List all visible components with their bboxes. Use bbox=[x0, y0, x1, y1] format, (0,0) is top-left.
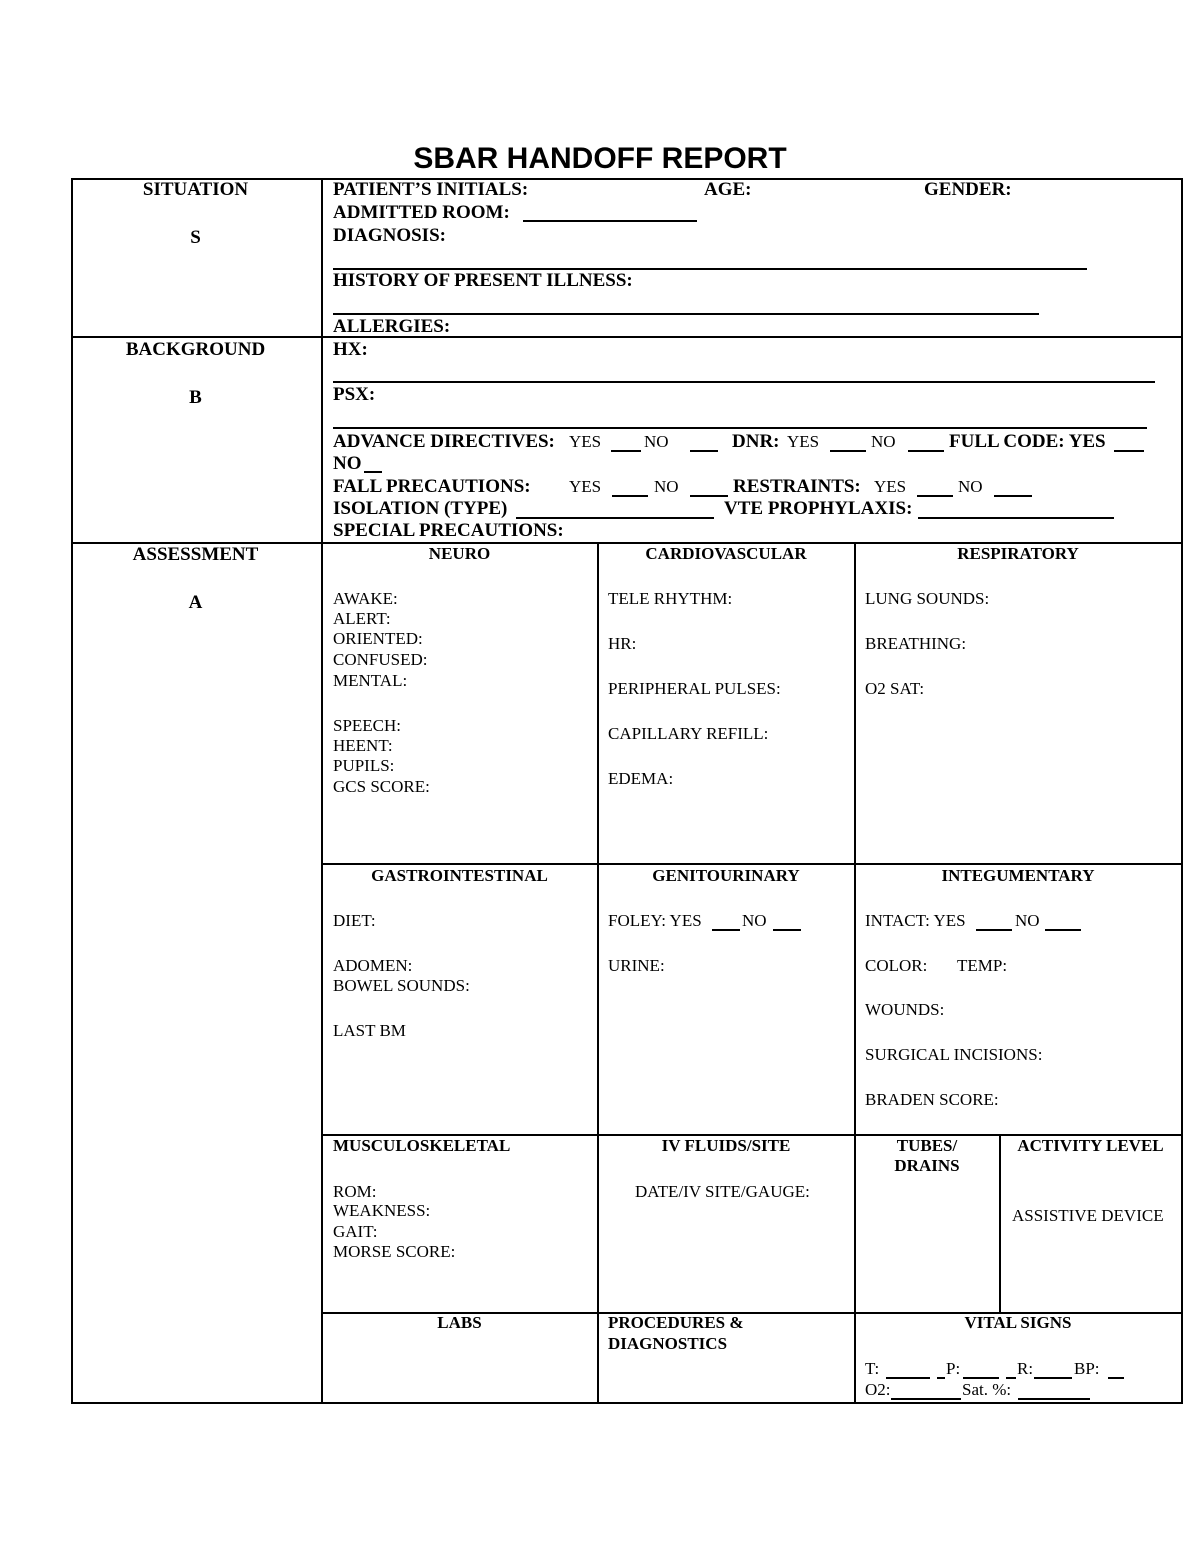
fall-yes-field[interactable] bbox=[612, 495, 648, 497]
hx-label: HX: bbox=[333, 339, 368, 360]
neuro-alert: ALERT: bbox=[333, 609, 391, 628]
cardio-pulses: PERIPHERAL PULSES: bbox=[608, 679, 781, 698]
integ-intact-no-field[interactable] bbox=[1045, 929, 1081, 931]
msk-rom: ROM: bbox=[333, 1182, 377, 1201]
msk-weakness: WEAKNESS: bbox=[333, 1201, 431, 1220]
fall-no-field[interactable] bbox=[690, 495, 728, 497]
neuro-oriented: ORIENTED: bbox=[333, 629, 423, 648]
tubes-header-line2: DRAINS bbox=[894, 1156, 960, 1175]
vitals-t-label: T: bbox=[865, 1359, 880, 1378]
fall-no-label: NO bbox=[654, 477, 679, 496]
ad-yes-field[interactable] bbox=[611, 450, 641, 452]
iv-header: IV FLUIDS/SITE bbox=[661, 1136, 791, 1155]
gi-abdomen: ADOMEN: bbox=[333, 956, 413, 975]
tubes-header-line1: TUBES/ bbox=[896, 1136, 958, 1155]
admitted-room-field[interactable] bbox=[523, 220, 697, 222]
isolation-label: ISOLATION (TYPE) bbox=[333, 498, 508, 519]
neuro-pupils: PUPILS: bbox=[333, 756, 395, 775]
dnr-yes-field[interactable] bbox=[830, 450, 866, 452]
vitals-bp-field[interactable] bbox=[1108, 1377, 1124, 1379]
integ-braden: BRADEN SCORE: bbox=[865, 1090, 999, 1109]
cardio-cap-refill: CAPILLARY REFILL: bbox=[608, 724, 769, 743]
dnr-no-field[interactable] bbox=[908, 450, 944, 452]
gu-foley-yes-field[interactable] bbox=[712, 929, 740, 931]
admitted-room-label: ADMITTED ROOM: bbox=[333, 202, 510, 223]
procedures-header-line1: PROCEDURES & bbox=[608, 1313, 744, 1332]
fall-yes-label: YES bbox=[569, 477, 602, 496]
resp-breathing: BREATHING: bbox=[865, 634, 967, 653]
background-label: BACKGROUND bbox=[125, 339, 266, 360]
gi-bowel-sounds: BOWEL SOUNDS: bbox=[333, 976, 470, 995]
restraints-no-label: NO bbox=[958, 477, 983, 496]
psx-field[interactable] bbox=[333, 427, 1147, 429]
cardio-hr: HR: bbox=[608, 634, 637, 653]
gu-foley-yes-label: FOLEY: YES bbox=[608, 911, 702, 930]
vitals-o2-label: O2: bbox=[865, 1380, 891, 1399]
activity-assistive-device: ASSISTIVE DEVICE bbox=[1012, 1206, 1164, 1225]
resp-o2-sat: O2 SAT: bbox=[865, 679, 925, 698]
vitals-r-label: R: bbox=[1017, 1359, 1034, 1378]
dnr-no-label: NO bbox=[871, 432, 896, 451]
full-code-no-label: NO bbox=[333, 453, 362, 474]
integ-incisions: SURGICAL INCISIONS: bbox=[865, 1045, 1043, 1064]
diagnosis-label: DIAGNOSIS: bbox=[333, 225, 446, 246]
msk-header: MUSCULOSKELETAL bbox=[333, 1136, 511, 1155]
gi-diet: DIET: bbox=[333, 911, 376, 930]
neuro-confused: CONFUSED: bbox=[333, 650, 428, 669]
activity-header: ACTIVITY LEVEL bbox=[1017, 1136, 1164, 1155]
patient-initials-label: PATIENT’S INITIALS: bbox=[333, 179, 529, 200]
vitals-header: VITAL SIGNS bbox=[964, 1313, 1072, 1332]
integ-temp: TEMP: bbox=[957, 956, 1008, 975]
labs-header: LABS bbox=[437, 1313, 482, 1332]
integ-wounds: WOUNDS: bbox=[865, 1000, 945, 1019]
gender-label: GENDER: bbox=[924, 179, 1012, 200]
full-code-yes-field[interactable] bbox=[1114, 450, 1144, 452]
allergies-label: ALLERGIES: bbox=[333, 316, 451, 337]
special-precautions-label: SPECIAL PRECAUTIONS: bbox=[333, 520, 564, 541]
neuro-mental: MENTAL: bbox=[333, 671, 408, 690]
integ-color: COLOR: bbox=[865, 956, 928, 975]
vitals-sat-label: Sat. %: bbox=[962, 1380, 1012, 1399]
msk-gait: GAIT: bbox=[333, 1222, 378, 1241]
gu-header: GENITOURINARY bbox=[652, 866, 800, 885]
msk-morse: MORSE SCORE: bbox=[333, 1242, 456, 1261]
restraints-label: RESTRAINTS: bbox=[733, 476, 861, 497]
vte-field[interactable] bbox=[918, 517, 1114, 519]
hpi-label: HISTORY OF PRESENT ILLNESS: bbox=[333, 270, 633, 291]
cardio-edema: EDEMA: bbox=[608, 769, 674, 788]
ad-no-label: NO bbox=[644, 432, 669, 451]
vitals-p-label: P: bbox=[946, 1359, 961, 1378]
neuro-header: NEURO bbox=[428, 544, 491, 563]
gu-foley-no-label: NO bbox=[742, 911, 767, 930]
background-letter: B bbox=[189, 387, 202, 408]
gu-foley-no-field[interactable] bbox=[773, 929, 801, 931]
vitals-o2-field[interactable] bbox=[891, 1398, 961, 1400]
integ-intact-yes-field[interactable] bbox=[976, 929, 1012, 931]
resp-lung-sounds: LUNG SOUNDS: bbox=[865, 589, 990, 608]
vitals-p-field[interactable] bbox=[963, 1377, 999, 1379]
restraints-yes-label: YES bbox=[874, 477, 907, 496]
advance-directives-label: ADVANCE DIRECTIVES: bbox=[333, 431, 555, 452]
ad-yes-label: YES bbox=[569, 432, 602, 451]
integ-intact-no-label: NO bbox=[1015, 911, 1040, 930]
age-label: AGE: bbox=[704, 179, 752, 200]
restraints-yes-field[interactable] bbox=[917, 495, 953, 497]
cardio-header: CARDIOVASCULAR bbox=[645, 544, 807, 563]
ad-no-field[interactable] bbox=[690, 450, 718, 452]
full-code-no-field[interactable] bbox=[364, 471, 382, 473]
vte-label: VTE PROPHYLAXIS: bbox=[724, 498, 913, 519]
vitals-r-lead bbox=[1006, 1377, 1016, 1379]
assessment-label: ASSESSMENT bbox=[132, 544, 259, 565]
neuro-awake: AWAKE: bbox=[333, 589, 398, 608]
full-code-label: FULL CODE: YES bbox=[949, 431, 1106, 452]
resp-header: RESPIRATORY bbox=[957, 544, 1079, 563]
integ-intact-yes-label: INTACT: YES bbox=[865, 911, 966, 930]
dnr-label: DNR: bbox=[732, 431, 780, 452]
situation-label: SITUATION bbox=[142, 179, 249, 200]
cardio-tele: TELE RHYTHM: bbox=[608, 589, 733, 608]
gu-urine: URINE: bbox=[608, 956, 665, 975]
vitals-bp-label: BP: bbox=[1074, 1359, 1100, 1378]
dnr-yes-label: YES bbox=[787, 432, 820, 451]
gi-header: GASTROINTESTINAL bbox=[371, 866, 548, 885]
vitals-sat-field[interactable] bbox=[1018, 1398, 1090, 1400]
hx-field[interactable] bbox=[333, 381, 1155, 383]
integ-header: INTEGUMENTARY bbox=[941, 866, 1095, 885]
neuro-heent: HEENT: bbox=[333, 736, 393, 755]
hpi-field[interactable] bbox=[333, 313, 1039, 315]
neuro-speech: SPEECH: bbox=[333, 716, 402, 735]
neuro-gcs: GCS SCORE: bbox=[333, 777, 430, 796]
vitals-p-lead bbox=[937, 1377, 945, 1379]
vitals-r-field[interactable] bbox=[1034, 1377, 1072, 1379]
gi-last-bm: LAST BM bbox=[333, 1021, 406, 1040]
psx-label: PSX: bbox=[333, 384, 376, 405]
page-title: SBAR HANDOFF REPORT bbox=[413, 142, 787, 175]
isolation-field[interactable] bbox=[516, 517, 714, 519]
vitals-t-field[interactable] bbox=[886, 1377, 930, 1379]
restraints-no-field[interactable] bbox=[994, 495, 1032, 497]
iv-date-site-gauge: DATE/IV SITE/GAUGE: bbox=[635, 1182, 810, 1201]
procedures-header-line2: DIAGNOSTICS bbox=[608, 1334, 728, 1353]
assessment-letter: A bbox=[188, 592, 203, 613]
situation-letter: S bbox=[190, 227, 201, 248]
fall-precautions-label: FALL PRECAUTIONS: bbox=[333, 476, 531, 497]
